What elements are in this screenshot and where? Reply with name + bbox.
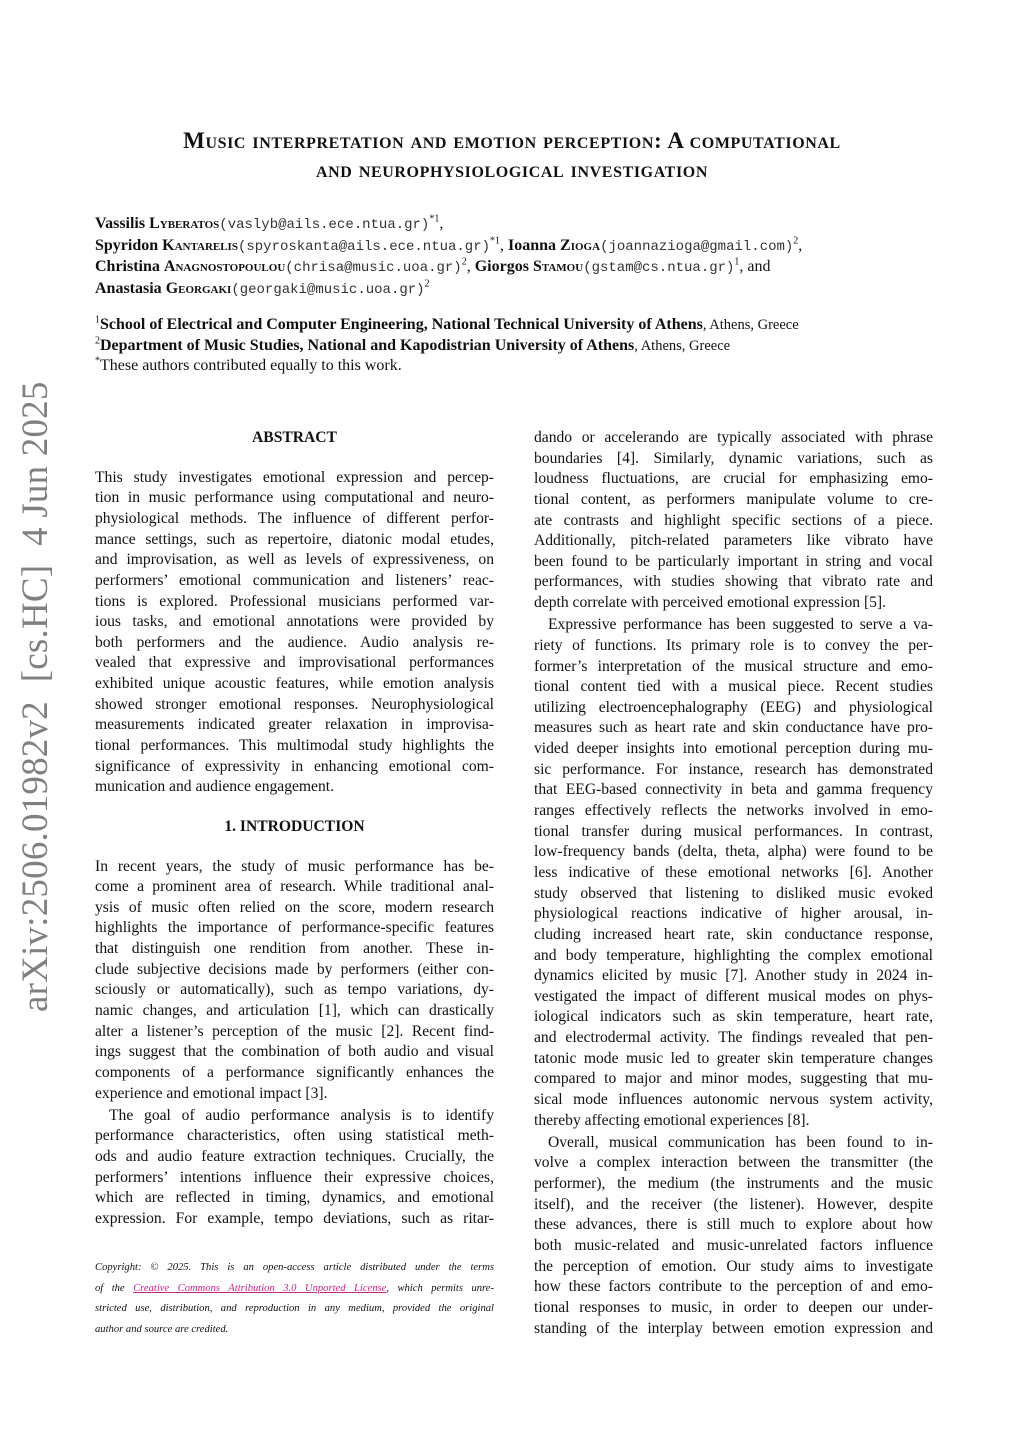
text-line: This study investigates emotional expression and percep- xyxy=(95,468,494,486)
text-line: ysis of music often relied on the score, modern research xyxy=(95,898,494,916)
text-line: tional performances. This multimodal study highlights the xyxy=(95,736,494,754)
author-name: Vassilis xyxy=(95,215,146,232)
author-name: Ioanna xyxy=(508,236,557,254)
author-separator: , xyxy=(500,236,505,254)
author-separator: , xyxy=(439,215,444,232)
affiliation-name: School of Electrical and Computer Engineering, National Technical University of Athens xyxy=(100,316,703,333)
author xyxy=(95,280,430,297)
author-surname: Lyberatos xyxy=(149,215,220,232)
text-line: performance characteristics, often using statistical meth- xyxy=(95,1127,494,1145)
text-line: tional responses to music, in order to deepen our under- xyxy=(534,1298,933,1316)
author-name: Giorgos xyxy=(474,258,529,275)
introduction-left-text xyxy=(95,857,494,1230)
paragraph xyxy=(534,428,933,614)
text-line: both music-related and music-unrelated factors influence xyxy=(534,1236,933,1254)
text-line: tions is explored. Professional musicians performed var- xyxy=(95,592,494,610)
arxiv-identifier-stamp: arXiv:2506.01982v2 [cs.HC] 4 Jun 2025 xyxy=(15,381,56,1012)
text-line: thereby affecting emotional experiences [8]. xyxy=(534,1111,810,1129)
text-line: tional content tied with a musical piece. Recent studies xyxy=(534,678,933,696)
left-column xyxy=(95,428,494,1231)
footnote-line: Copyright: © 2025. This is an open-access article distributed under the terms xyxy=(95,1262,494,1273)
author-affiliation-marker: 2 xyxy=(424,278,430,290)
text-line: former’s interpretation of the musical structure and emo- xyxy=(534,657,933,675)
text-line: physiological reactions indicative of higher arousal, in- xyxy=(534,905,933,923)
introduction-heading: 1. INTRODUCTION xyxy=(224,817,365,835)
author-email: (joannazioga@gmail.com) xyxy=(600,238,794,255)
text-line: tatonic mode music led to greater skin temperature changes xyxy=(534,1049,933,1067)
text-line: tional transfer during musical performances. In contrast, xyxy=(534,822,933,840)
text-line: standing of the interplay between emotion expression and xyxy=(534,1319,933,1337)
text-line: performers’ emotional communication and listeners’ reac- xyxy=(95,571,494,589)
text-line: Additionally, pitch-related parameters like vibrato have xyxy=(534,532,933,550)
note-text: These authors contributed equally to this work. xyxy=(100,357,402,374)
text-line: utilizing electroencephalography (EEG) and physiological xyxy=(534,698,933,716)
text-line: sical mode influences autonomic nervous system activity, xyxy=(534,1091,933,1108)
text-line: boundaries [4]. Similarly, dynamic variations, such as xyxy=(534,449,933,467)
paragraph xyxy=(95,468,494,798)
text-line: significance of expressivity in enhancing emotional com- xyxy=(95,757,494,775)
text-line: depth correlate with perceived emotional expression [5]. xyxy=(534,594,887,612)
author-affiliation-marker: *1 xyxy=(429,213,440,225)
text-line: riety of functions. Its primary role is to convey the per- xyxy=(534,636,933,654)
text-line: these advances, there is still much to explore about how xyxy=(534,1216,933,1234)
author xyxy=(475,258,771,275)
author-surname: Georgaki xyxy=(165,279,232,297)
author-email: (gstam@cs.ntua.gr) xyxy=(583,260,735,276)
author-separator: , xyxy=(798,236,803,254)
author-surname: Anagnostopoulou xyxy=(163,258,286,275)
author-email: (vaslyb@ails.ece.ntua.gr) xyxy=(219,217,430,233)
paragraph xyxy=(95,857,494,1105)
text-line: less indicative of these emotional networks [6]. Another xyxy=(534,863,933,881)
text-line: vided deeper insights into emotional perception during mu- xyxy=(534,740,933,758)
text-line: volve a complex interaction between the transmitter (the xyxy=(534,1154,933,1172)
author-affiliation-marker: 2 xyxy=(793,235,799,247)
author-email: (chrisa@music.uoa.gr) xyxy=(285,260,462,276)
text-line: study observed that listening to disliked music evoked xyxy=(534,884,933,902)
text-line: and body temperature, highlighting the complex emotional xyxy=(534,946,933,964)
text-line: and improvisation, as well as levels of expressiveness, on xyxy=(95,551,494,569)
text-line: iological indicators such as skin temperature, heart rate, xyxy=(534,1008,933,1026)
author-name: Christina xyxy=(95,258,160,275)
footnote-text: , which permits unre- xyxy=(386,1282,494,1294)
title-line-1: Music interpretation and emotion perception: A computational xyxy=(183,128,841,153)
text-line: tional content, as performers manipulate volume to cre- xyxy=(534,490,933,508)
author-separator: , xyxy=(466,258,471,275)
text-line: Overall, musical communication has been found to in- xyxy=(548,1133,933,1151)
paragraph xyxy=(95,1106,494,1230)
text-line: loudness fluctuations, are crucial for emphasizing emo- xyxy=(534,470,933,488)
text-line: the perception of emotion. Our study aims to investigate xyxy=(534,1257,933,1275)
text-line: been found to be particularly important in string and vocal xyxy=(534,552,933,570)
abstract-heading: ABSTRACT xyxy=(252,429,337,446)
author xyxy=(95,237,504,254)
text-line: tion in music performance using computational and neuro- xyxy=(95,489,494,507)
text-line: that distinguish one rendition from another. These in- xyxy=(95,940,494,958)
footnote-line xyxy=(95,1279,494,1300)
affiliation-marker: 1 xyxy=(95,314,100,326)
text-line: how these factors contribute to the perception of and emo- xyxy=(534,1278,933,1296)
author-affiliation-marker: 2 xyxy=(461,256,467,268)
author xyxy=(95,258,471,275)
affiliation-marker: 2 xyxy=(95,335,100,347)
text-line: highlights the importance of performance-specific features xyxy=(95,919,494,937)
text-line: measures such as heart rate and skin conductance have pro- xyxy=(534,719,933,737)
author-email: (spyroskanta@ails.ece.ntua.gr) xyxy=(237,238,491,255)
text-line: which are reflected in timing, dynamics, and emotional xyxy=(95,1189,494,1207)
text-line: come a prominent area of research. While traditional anal- xyxy=(95,878,494,896)
copyright-footnote xyxy=(95,1258,494,1340)
affiliation-name: Department of Music Studies, National and Kapodistrian University of Athens xyxy=(100,336,635,354)
text-line: ings suggest that the combination of both audio and visual xyxy=(95,1043,494,1061)
note-marker: * xyxy=(95,355,100,367)
text-line: itself), and the receiver (the listener). However, despite xyxy=(534,1195,933,1213)
text-line: In recent years, the study of music performance has be- xyxy=(95,857,494,875)
text-line: namic changes, and articulation [1], which can drastically xyxy=(95,1002,494,1020)
text-line: experience and emotional impact [3]. xyxy=(95,1084,328,1102)
affiliation-2 xyxy=(95,336,945,357)
abstract-body xyxy=(95,468,494,798)
affiliations xyxy=(95,315,945,377)
author-list xyxy=(95,214,945,300)
affiliation-city: , Athens, Greece xyxy=(634,337,731,354)
text-line: ious tasks, and emotional annotations were provided by xyxy=(95,613,494,631)
author-separator: , and xyxy=(739,258,771,275)
text-line: exhibited unique acoustic features, while emotion analysis xyxy=(95,675,494,693)
text-line: ranges effectively reflects the networks involved in emo- xyxy=(534,802,933,820)
author-surname: Kantarelis xyxy=(162,236,238,254)
text-line: showed stronger emotional responses. Neurophysiological xyxy=(95,695,494,713)
paragraph xyxy=(534,1133,933,1339)
text-line: dando or accelerando are typically associated with phrase xyxy=(534,429,933,446)
text-line: both performers and the audience. Audio analysis re- xyxy=(95,633,494,651)
text-line: ate contrasts and highlight specific sections of a piece. xyxy=(534,511,933,529)
author-surname: Zioga xyxy=(560,236,601,254)
text-line: clude subjective decisions made by performers (either con- xyxy=(95,960,494,978)
text-line: ods and audio feature extraction techniques. Crucially, the xyxy=(95,1148,494,1166)
text-line: physiological methods. The influence of different perfor- xyxy=(95,509,494,527)
text-line: vealed that expressive and improvisational performances xyxy=(95,654,494,672)
paper-title xyxy=(60,126,964,184)
text-line: low-frequency bands (delta, theta, alpha) were found to be xyxy=(534,843,933,861)
text-line: and electrodermal activity. The findings revealed that pen- xyxy=(534,1029,933,1047)
author-surname: Stamou xyxy=(532,258,584,275)
text-line: performers’ intentions influence their expressive choices, xyxy=(95,1168,494,1186)
footnote-line: stricted use, distribution, and reproduction in any medium, provided the original xyxy=(95,1303,494,1315)
license-link[interactable]: Creative Commons Attribution 3.0 Unported License xyxy=(133,1282,387,1294)
text-line: alter a listener’s perception of the music [2]. Recent find- xyxy=(95,1022,494,1040)
text-line: mance settings, such as repertoire, diatonic modal etudes, xyxy=(95,530,494,548)
text-line: that EEG-based connectivity in beta and gamma frequency xyxy=(534,781,933,799)
author-name: Spyridon xyxy=(95,236,159,254)
affiliation-city: , Athens, Greece xyxy=(702,317,799,333)
text-line: Expressive performance has been suggested to serve a va- xyxy=(548,616,933,634)
text-line: performer), the medium (the instruments and the music xyxy=(534,1175,933,1193)
title-line-2: and neurophysiological investigation xyxy=(316,157,708,182)
author-affiliation-marker: *1 xyxy=(490,235,501,247)
text-line: sciously or automatically), such as tempo variations, dy- xyxy=(95,981,494,999)
text-line: expression. For example, tempo deviations, such as ritar- xyxy=(95,1209,494,1227)
footnote-text: of the xyxy=(95,1282,134,1294)
text-line: components of a performance significantly enhances the xyxy=(95,1063,494,1081)
author xyxy=(95,215,443,232)
text-line: munication and audience engagement. xyxy=(95,778,335,796)
text-line: cluding increased heart rate, skin conductance response, xyxy=(534,925,933,943)
text-line: sic performance. For instance, research has demonstrated xyxy=(534,760,933,778)
text-line: measurements indicated greater relaxation in improvisa- xyxy=(95,716,494,734)
text-line: compared to major and minor modes, suggesting that mu- xyxy=(534,1070,933,1088)
affiliation-1 xyxy=(95,315,945,336)
text-line: dynamics elicited by music [7]. Another study in 2024 in- xyxy=(534,967,933,985)
footnote-line: author and source are credited. xyxy=(95,1323,229,1335)
author-affiliation-marker: 1 xyxy=(734,256,740,268)
author-email: (georgaki@music.uoa.gr) xyxy=(231,281,425,298)
paragraph xyxy=(534,615,933,1131)
author-name: Anastasia xyxy=(95,279,162,297)
right-column xyxy=(534,428,933,1341)
text-line: performances, with studies showing that vibrato rate and xyxy=(534,573,933,591)
text-line: vestigated the impact of different musical modes on phys- xyxy=(534,987,933,1005)
text-line: The goal of audio performance analysis is to identify xyxy=(109,1106,494,1124)
introduction-right-text xyxy=(534,428,933,1339)
equal-contribution-note xyxy=(95,356,945,377)
author xyxy=(508,237,802,254)
